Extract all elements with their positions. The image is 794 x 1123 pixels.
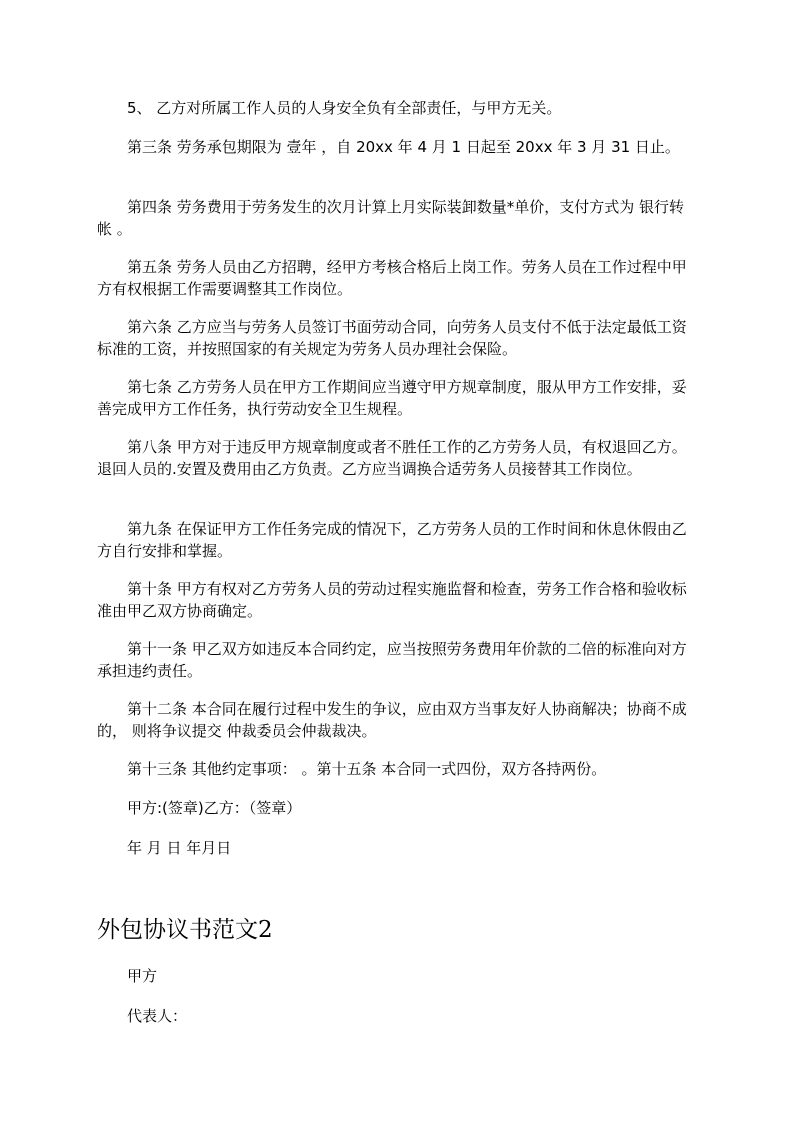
- clause-article-4: 第四条 劳务费用于劳务发生的次月计算上月实际装卸数量*单价，支付方式为 银行转帐 。: [97, 198, 685, 238]
- signature-line: 甲方:(签章)乙方：（签章）: [127, 799, 302, 817]
- representative-label: 代表人：: [127, 1007, 188, 1025]
- clause-article-8: 第八条 甲方对于违反甲方规章制度或者不胜任工作的乙方劳务人员，有权退回乙方。退回人员的.安置及费用由乙方负责。乙方应当调换合适劳务人员接替其工作岗位。: [97, 438, 687, 478]
- party-a-label: 甲方: [127, 967, 158, 985]
- clause-article-6: 第六条 乙方应当与劳务人员签订书面劳动合同，向劳务人员支付不低于法定最低工资标准的工资，并按照国家的有关规定为劳务人员办理社会保险。: [97, 318, 687, 358]
- clause-article-3: 第三条 劳务承包期限为 壹年 ，自 20xx 年 4 月 1 日起至 20xx 年 3 月 31 日止。: [127, 138, 680, 156]
- date-line: 年 月 日 年月日: [127, 839, 232, 857]
- clause-article-12: 第十二条 本合同在履行过程中发生的争议，应由双方当事友好人协商解决；协商不成的， 则将争议提交 仲裁委员会仲裁裁决。: [97, 700, 687, 740]
- clause-article-10: 第十条 甲方有权对乙方劳务人员的劳动过程实施监督和检查，劳务工作合格和验收标准由甲乙双方协商确定。: [97, 580, 687, 620]
- clause-article-5: 第五条 劳务人员由乙方招聘，经甲方考核合格后上岗工作。劳务人员在工作过程中甲方有权根据工作需要调整其工作岗位。: [97, 258, 687, 298]
- clause-article-7: 第七条 乙方劳务人员在甲方工作期间应当遵守甲方规章制度，服从甲方工作安排，妥善完成甲方工作任务，执行劳动安全卫生规程。: [97, 378, 687, 418]
- clause-article-13: 第十三条 其他约定事项： 。第十五条 本合同一式四份，双方各持两份。: [127, 760, 607, 778]
- clause-item-5: 5、 乙方对所属工作人员的人身安全负有全部责任，与甲方无关。: [127, 99, 562, 117]
- clause-article-9: 第九条 在保证甲方工作任务完成的情况下，乙方劳务人员的工作时间和休息休假由乙方自行安排和掌握。: [97, 520, 687, 560]
- section-title: 外包协议书范文2: [97, 917, 273, 943]
- clause-article-11: 第十一条 甲乙双方如违反本合同约定，应当按照劳务费用年价款的二倍的标准向对方承担违约责任。: [97, 640, 687, 680]
